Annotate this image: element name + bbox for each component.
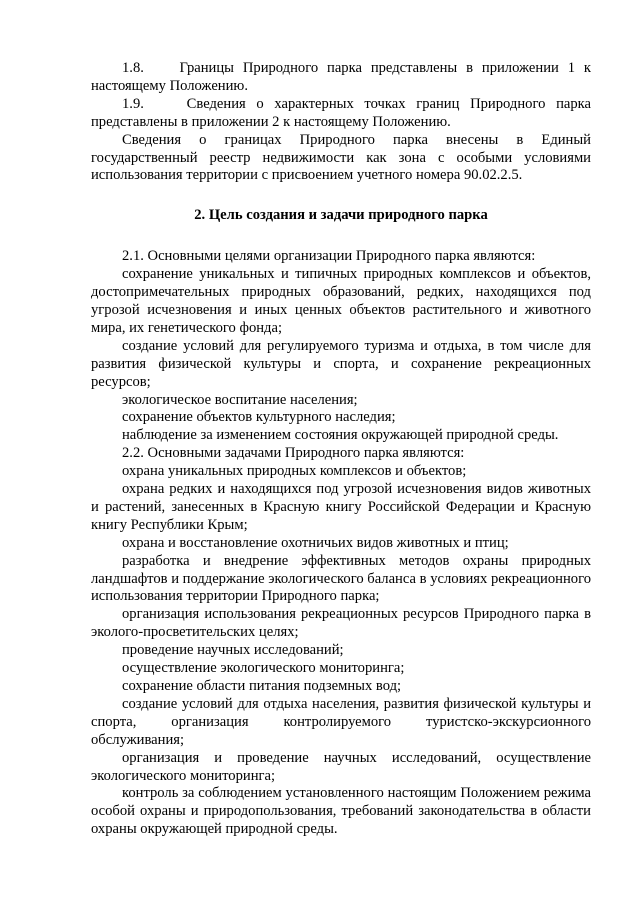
task-item: создание условий для отдыха населения, развития физической культуры и спорта, организация контролируемого туристско-экскурсионного обслуживания; xyxy=(91,695,591,748)
paragraph-1-8: 1.8. Границы Природного парка представлены в приложении 1 к настоящему Положению. xyxy=(91,60,591,94)
section-heading: 2. Цель создания и задачи природного парка xyxy=(194,207,488,224)
paragraph-1-9: 1.9. Сведения о характерных точках границ Природного парка представлены в приложении 2 к настоящему Положению. xyxy=(91,95,591,130)
task-item: охрана и восстановление охотничьих видов животных и птиц; xyxy=(122,534,509,551)
goal-item: сохранение объектов культурного наследия; xyxy=(122,409,396,426)
task-item: охрана уникальных природных комплексов и объектов; xyxy=(122,463,467,480)
paragraph-2-1: 2.1. Основными целями организации Природного парка являются: xyxy=(122,248,536,265)
task-item: разработка и внедрение эффективных методов охраны природных ландшафтов и поддержание экологического баланса в условиях рекреационного использования территории Природного парка; xyxy=(91,552,591,605)
task-item: проведение научных исследований; xyxy=(122,642,344,659)
paragraph-registry: Сведения о границах Природного парка внесены в Единый государственный реестр недвижимости как зона с особыми условиями использования территории с присвоением учетного номера 90.02.2.5. xyxy=(91,131,591,184)
task-item: организация и проведение научных исследований, осуществление экологического мониторинга; xyxy=(91,749,591,784)
paragraph-2-2: 2.2. Основными задачами Природного парка являются: xyxy=(122,445,465,462)
document-page xyxy=(91,60,591,839)
goal-item: наблюдение за изменением состояния окружающей природной среды. xyxy=(122,427,559,444)
goal-item: создание условий для регулируемого туризма и отдыха, в том числе для развития физической культуры и спорта, и сохранение рекреационных ресурсов; xyxy=(91,337,591,390)
task-item: контроль за соблюдением установленного настоящим Положением режима особой охраны и природопользования, требований законодательства в области охраны окружающей природной среды. xyxy=(91,785,591,838)
task-item: организация использования рекреационных ресурсов Природного парка в эколого-просветительских целях; xyxy=(91,606,591,641)
goal-item: экологическое воспитание населения; xyxy=(122,391,358,408)
task-item: сохранение области питания подземных вод; xyxy=(122,678,402,694)
task-item: охрана редких и находящихся под угрозой исчезновения видов животных и растений, занесенных в Красную книгу Российской Федерации и Красную книгу Республики Крым; xyxy=(91,481,591,533)
goal-item: сохранение уникальных и типичных природных комплексов и объектов, достопримечательных природных образований, редких, находящихся под угрозой исчезновения и иных ценных объектов растительного и животного мира, их генетического фонда; xyxy=(91,266,591,336)
task-item: осуществление экологического мониторинга; xyxy=(122,660,405,677)
